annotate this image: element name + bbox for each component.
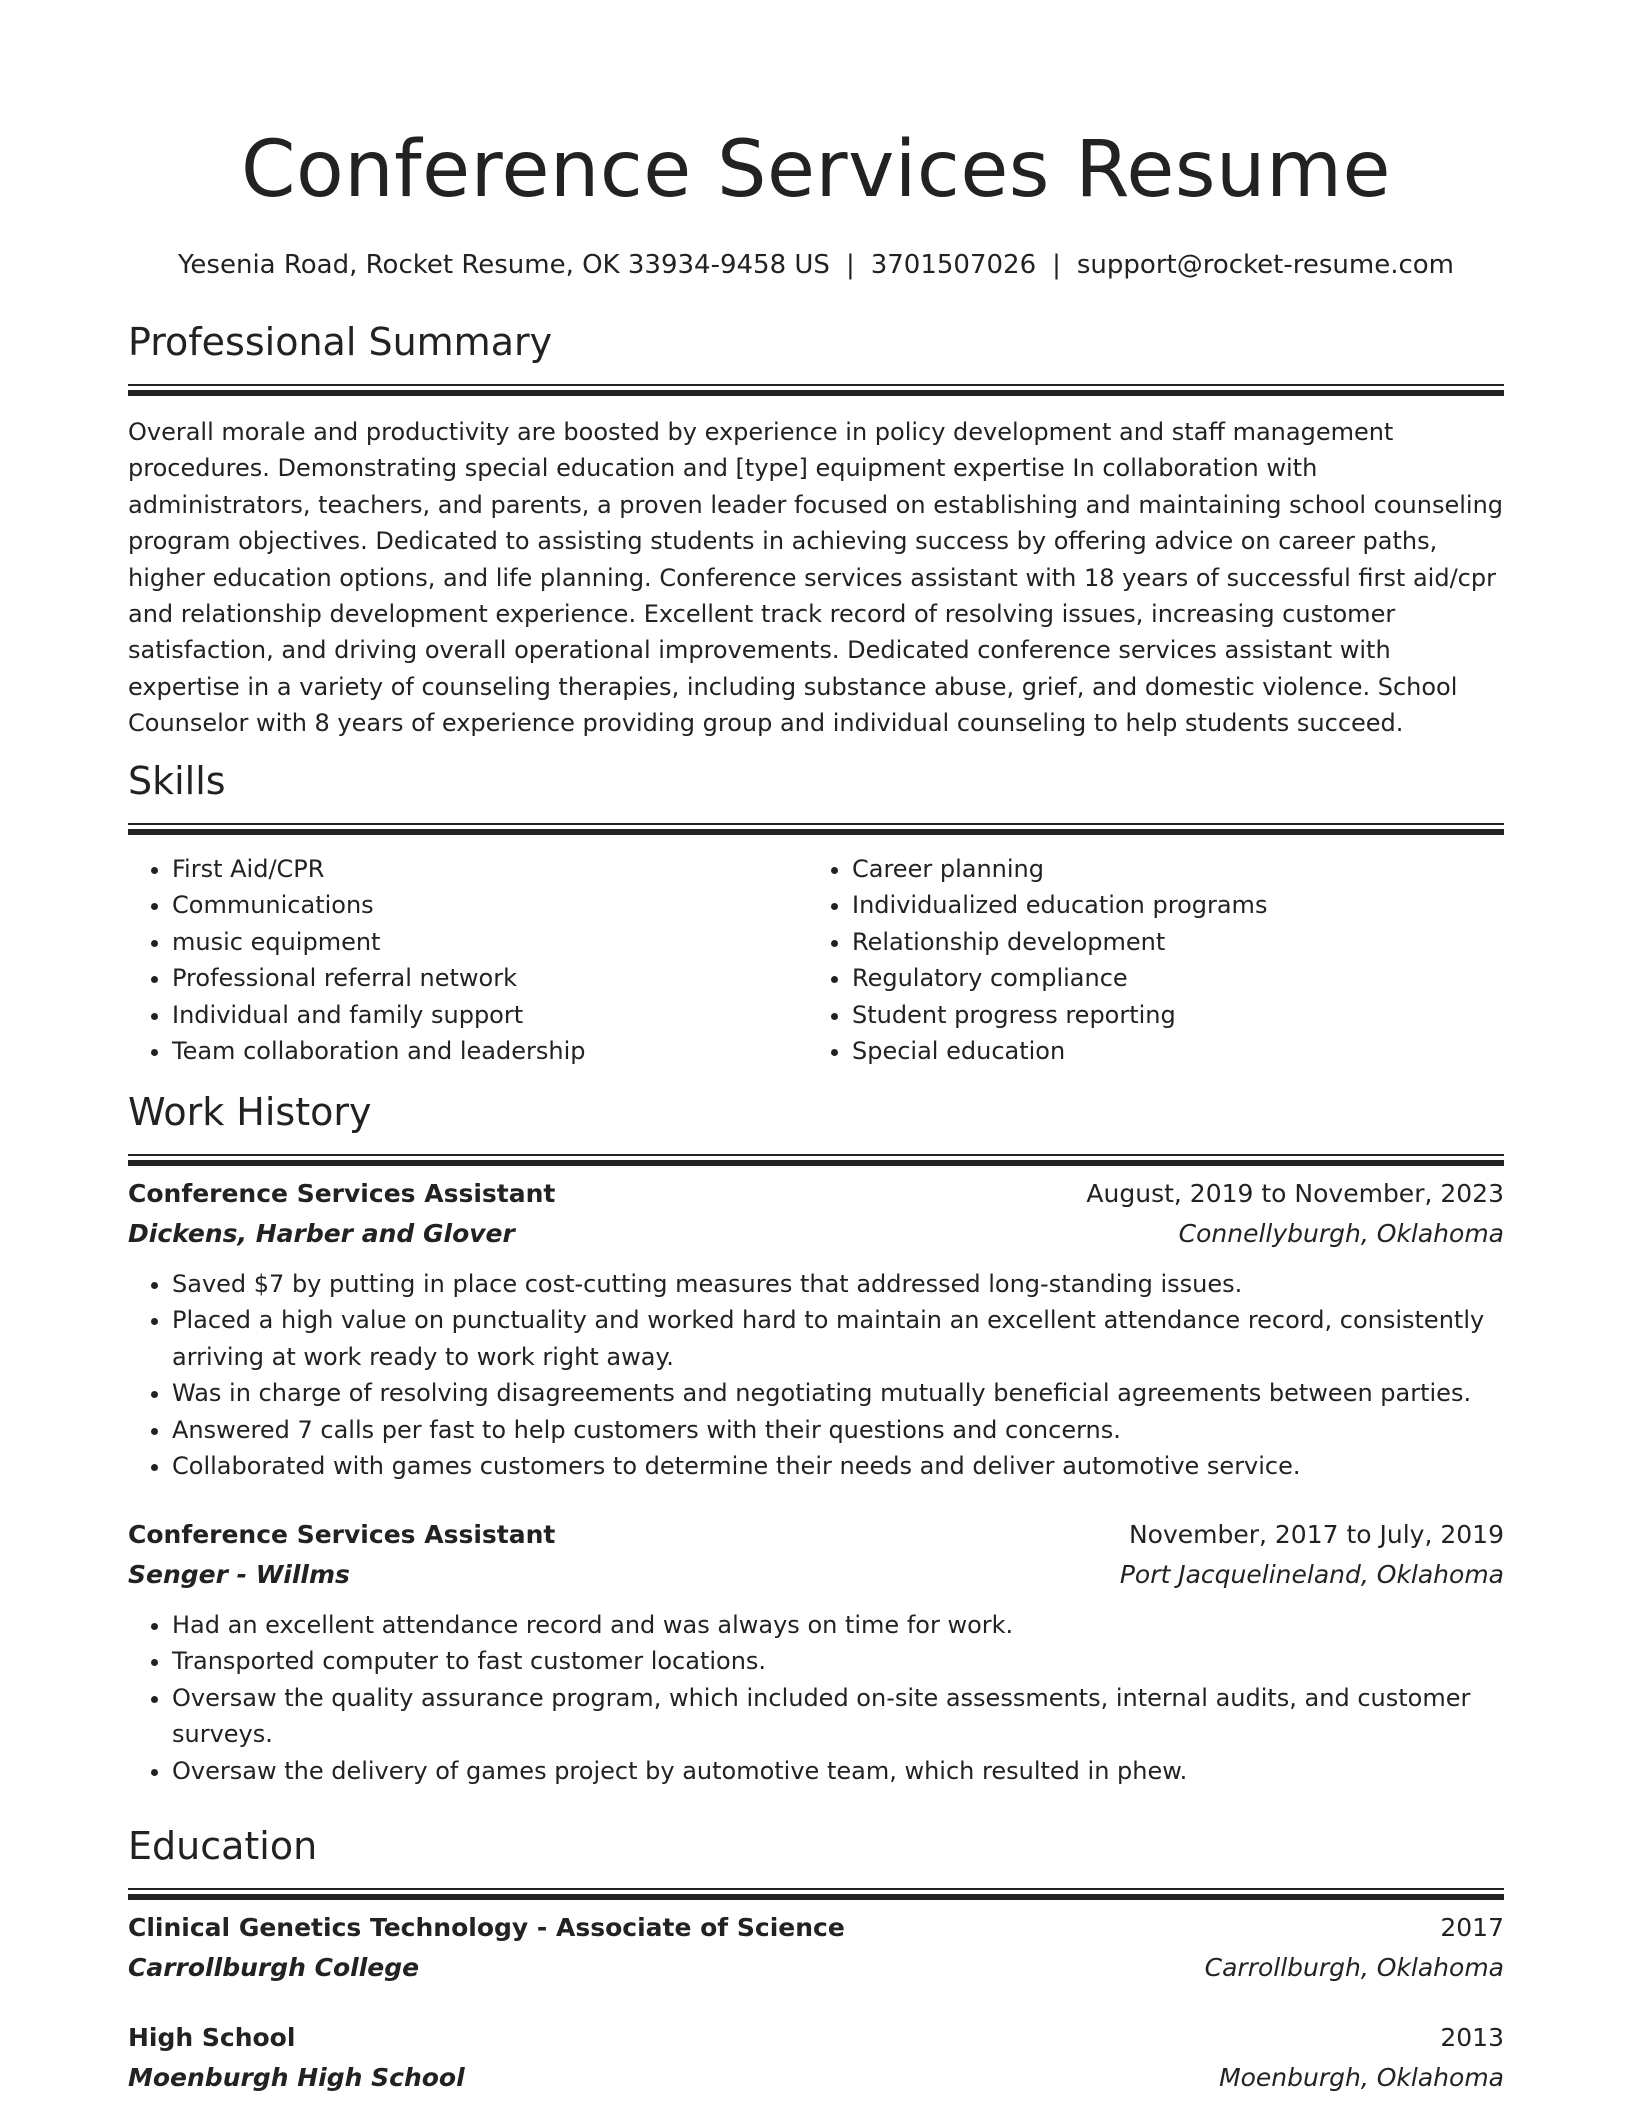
education-entry [128, 1908, 1504, 1988]
section-divider [128, 384, 1504, 396]
skills-columns [128, 851, 1504, 1069]
work-section [128, 1088, 1504, 1166]
contact-separator: | [845, 250, 855, 280]
job-title: Conference Services Assistant [128, 1520, 556, 1549]
job-bullets [128, 1607, 1504, 1789]
job-dates: August, 2019 to November, 2023 [1086, 1179, 1504, 1208]
section-heading-summary: Professional Summary [128, 320, 553, 364]
job-bullet: • Oversaw the delivery of games project by automotive team, which resulted in phew. [172, 1753, 1504, 1789]
job-location: Port Jacquelineland, Oklahoma [1119, 1560, 1504, 1589]
contact-phone: 3701507026 [870, 250, 1037, 280]
skill-item: • Relationship development [852, 924, 1488, 960]
job-bullet: • Transported computer to fast customer locations. [172, 1643, 1504, 1679]
job-bullet: • Oversaw the quality assurance program, which included on-site assessments, internal audits, and customer surveys. [172, 1680, 1504, 1753]
job-entry [128, 1515, 1504, 1789]
education-year: 2013 [1440, 2023, 1504, 2052]
job-bullet: • Saved $7 by putting in place cost-cutting measures that addressed long-standing issues. [172, 1266, 1504, 1302]
education-school: Carrollburgh College [128, 1953, 420, 1982]
skill-item: • Communications [172, 887, 808, 923]
skills-list-left [128, 851, 808, 1069]
education-year: 2017 [1440, 1913, 1504, 1942]
job-title: Conference Services Assistant [128, 1179, 556, 1208]
skill-item: • Special education [852, 1033, 1488, 1069]
education-entry [128, 2018, 1504, 2098]
section-divider [128, 823, 1504, 835]
skill-item: • Student progress reporting [852, 997, 1488, 1033]
skill-item: • Career planning [852, 851, 1488, 887]
resume-title: Conference Services Resume [241, 125, 1391, 215]
job-bullet: • Was in charge of resolving disagreements and negotiating mutually beneficial agreements between parties. [172, 1375, 1504, 1411]
job-bullet: • Placed a high value on punctuality and worked hard to maintain an excellent attendance record, consistently arriving at work ready to work right away. [172, 1302, 1504, 1375]
skill-item: • Individualized education programs [852, 887, 1488, 923]
summary-section [128, 318, 1504, 742]
education-section [128, 1822, 1504, 1900]
contact-separator: | [1052, 250, 1061, 280]
job-bullet: • Collaborated with games customers to determine their needs and deliver automotive service. [172, 1448, 1504, 1484]
job-company: Senger - Willms [128, 1560, 350, 1589]
skill-item: • Team collaboration and leadership [172, 1033, 808, 1069]
section-heading-skills: Skills [128, 759, 226, 803]
skill-item: • Professional referral network [172, 960, 808, 996]
education-school: Moenburgh High School [128, 2063, 465, 2092]
skill-item: • First Aid/CPR [172, 851, 808, 887]
education-location: Moenburgh, Oklahoma [1219, 2063, 1504, 2092]
job-dates: November, 2017 to July, 2019 [1128, 1520, 1504, 1549]
job-location: Connellyburgh, Oklahoma [1178, 1219, 1504, 1248]
section-heading-education: Education [128, 1824, 318, 1868]
skill-item: • Individual and family support [172, 997, 808, 1033]
education-degree: Clinical Genetics Technology - Associate of Science [128, 1913, 845, 1942]
job-bullet: • Answered 7 calls per fast to help customers with their questions and concerns. [172, 1412, 1504, 1448]
job-company: Dickens, Harber and Glover [128, 1219, 515, 1248]
contact-address: Yesenia Road, Rocket Resume, OK 33934-9458 US [178, 250, 830, 280]
job-bullet: • Had an excellent attendance record and was always on time for work. [172, 1607, 1504, 1643]
skills-section [128, 757, 1504, 1069]
skills-list-right [808, 851, 1488, 1069]
summary-text: Overall morale and productivity are boosted by experience in policy development and staff management procedures. Demonstrating special education and [type] equipment expertise In collaboration with administrators, teachers, and parents, a proven leader focused on establishing and maintaining school counseling program objectives. Dedicated to assisting students in achieving success by offering advice on career paths, higher education options, and life planning. Conference services assistant with 18 years of successful first aid/cpr and relationship development experience. Excellent track record of resolving issues, increasing customer satisfaction, and driving overall operational improvements. Dedicated conference services assistant with expertise in a variety of counseling therapies, including substance abuse, grief, and domestic violence. School Counselor with 8 years of experience providing group and individual counseling to help students succeed. [128, 418, 1504, 738]
skill-item: • music equipment [172, 924, 808, 960]
job-entry [128, 1174, 1504, 1484]
education-degree: High School [128, 2023, 296, 2052]
education-location: Carrollburgh, Oklahoma [1204, 1953, 1504, 1982]
contact-email: support@rocket-resume.com [1076, 250, 1454, 280]
contact-line [128, 248, 1504, 282]
section-divider [128, 1888, 1504, 1900]
job-bullets [128, 1266, 1504, 1484]
skill-item: • Regulatory compliance [852, 960, 1488, 996]
section-heading-work: Work History [128, 1090, 372, 1134]
section-divider [128, 1154, 1504, 1166]
